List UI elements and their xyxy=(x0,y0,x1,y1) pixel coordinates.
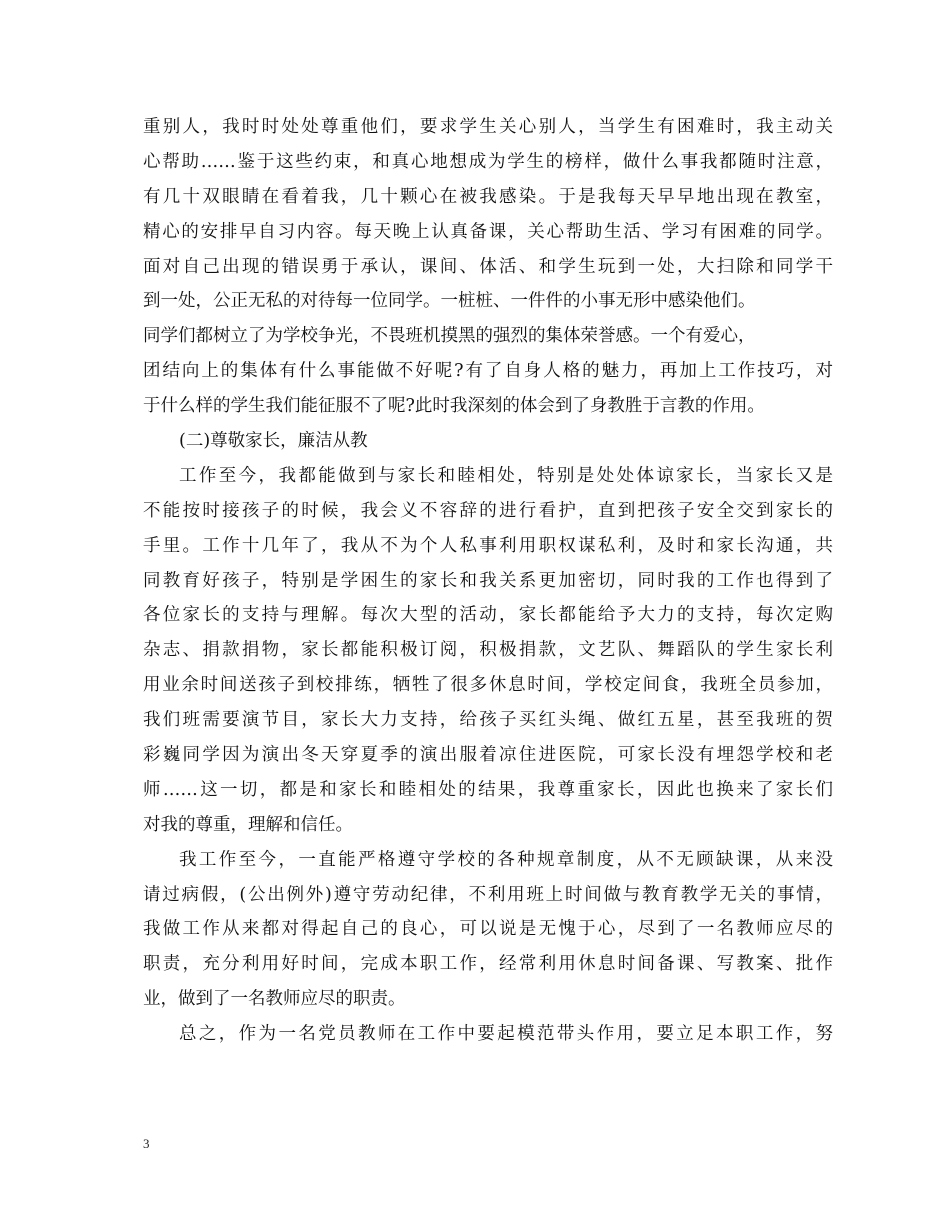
text-line-26: 业，做到了一名教师应尽的职责。 xyxy=(143,989,406,1010)
text-line-21: 对我的尊重，理解和信任。 xyxy=(143,814,353,835)
text-line-27: 总之，作为一名党员教师在工作中要起模范带头作用，要立足本职工作，努 xyxy=(179,1024,833,1045)
text-line-18: 我们班需要演节目，家长大力支持，给孩子买红头绳、做红五星，甚至我班的贺 xyxy=(143,710,833,731)
section-heading: (二)尊敬家长，廉洁从教 xyxy=(179,431,368,452)
text-line-11: 工作至今，我都能做到与家长和睦相处，特别是处处体谅家长，当家长又是 xyxy=(179,465,833,486)
text-line-4: 精心的安排早自习内容。每天晚上认真备课，关心帮助生活、学习有困难的同学。 xyxy=(143,221,833,242)
text-line-9: 于什么样的学生我们能征服不了呢?此时我深刻的体会到了身教胜于言教的作用。 xyxy=(143,396,765,417)
text-line-25: 职责，充分利用好时间，完成本职工作，经常利用休息时间备课、写教案、批作 xyxy=(143,954,833,975)
text-line-2: 心帮助……鉴于这些约束，和真心地想成为学生的榜样，做什么事我都随时注意， xyxy=(143,151,833,172)
text-line-5: 面对自己出现的错误勇于承认，课间、体活、和学生玩到一处，大扫除和同学干 xyxy=(143,256,833,277)
text-line-6: 到一处，公正无私的对待每一位同学。一桩桩、一件件的小事无形中感染他们。 xyxy=(143,291,756,312)
text-line-1: 重别人，我时时处处尊重他们，要求学生关心别人，当学生有困难时，我主动关 xyxy=(143,117,833,137)
body-text xyxy=(143,110,833,1052)
text-line-24: 我做工作从来都对得起自己的良心，可以说是无愧于心，尽到了一名教师应尽的 xyxy=(143,919,833,940)
text-line-17: 用业余时间送孩子到校排练，牺牲了很多休息时间，学校定间食，我班全员参加， xyxy=(143,675,833,696)
text-line-23: 请过病假，(公出例外)遵守劳动纪律，不利用班上时间做与教育教学无关的事情， xyxy=(143,884,833,905)
text-line-15: 各位家长的支持与理解。每次大型的活动，家长都能给予大力的支持，每次定购 xyxy=(143,605,833,626)
text-line-7: 同学们都树立了为学校争光，不畏班机摸黑的强烈的集体荣誉感。一个有爱心， xyxy=(143,326,756,347)
text-line-19: 彩巍同学因为演出冬天穿夏季的演出服着凉住进医院，可家长没有埋怨学校和老 xyxy=(143,745,833,766)
text-line-20: 师……这一切，都是和家长和睦相处的结果，我尊重家长，因此也换来了家长们 xyxy=(143,779,833,800)
text-line-12: 不能按时接孩子的时候，我会义不容辞的进行看护，直到把孩子安全交到家长的 xyxy=(143,500,833,521)
text-line-13: 手里。工作十几年了，我从不为个人私事利用职权谋私利，及时和家长沟通，共 xyxy=(143,535,833,556)
text-line-3: 有几十双眼睛在看着我，几十颗心在被我感染。于是我每天早早地出现在教室， xyxy=(143,186,833,207)
page-number: 3 xyxy=(143,1136,150,1151)
text-line-8: 团结向上的集体有什么事能做不好呢?有了自身人格的魅力，再加上工作技巧，对 xyxy=(143,361,833,382)
text-line-16: 杂志、捐款捐物，家长都能积极订阅，积极捐款，文艺队、舞蹈队的学生家长利 xyxy=(143,640,833,661)
text-line-14: 同教育好孩子，特别是学困生的家长和我关系更加密切，同时我的工作也得到了 xyxy=(143,570,833,591)
text-line-22: 我工作至今，一直能严格遵守学校的各种规章制度，从不无顾缺课，从来没 xyxy=(179,849,833,870)
